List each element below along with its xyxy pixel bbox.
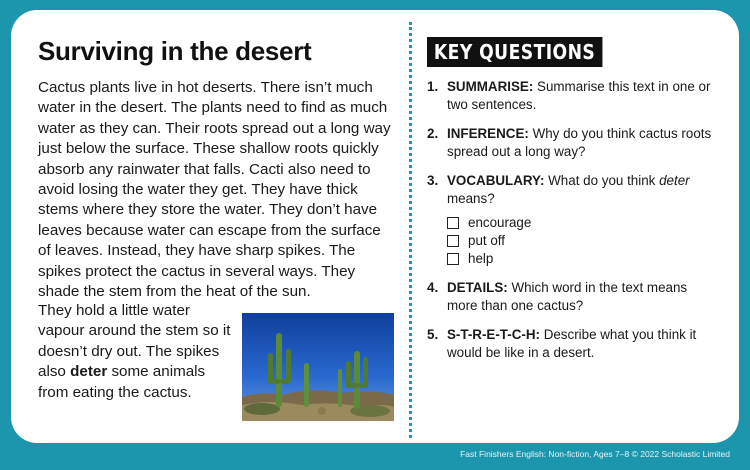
question-text-end: means? — [447, 191, 495, 206]
question-number: 1. — [427, 79, 439, 94]
wrap-text-part2: some animals from eating the cactus. — [38, 363, 206, 401]
question-number: 3. — [427, 173, 439, 188]
page-title: Surviving in the desert — [38, 36, 312, 66]
key-questions-heading: KEY QUESTIONS — [427, 37, 602, 67]
article-paragraph: Cactus plants live in hot deserts. There isn’t much water in the desert. The plants need to find as much water as they can. Their roots spread out a long way just below the surface. These shallow roots quickly absorb any rainwater that falls. Cacti also need to avoid losing the water they get. They have thick stems where they store the water. They don’t have leaves because water can escape from the surface of leaves. Instead, they have sharp spikes. The spikes protect the cactus in several ways. They shade the stem from the heat of the sun. — [38, 79, 391, 301]
option-label: put off — [468, 233, 505, 248]
question-keyword: SUMMARISE: — [447, 79, 534, 94]
copyright-footer: Fast Finishers English: Non-fiction, Ages 7–8 © 2022 Scholastic Limited — [460, 449, 730, 459]
question-3 — [427, 172, 717, 268]
question-keyword: INFERENCE: — [447, 126, 529, 141]
question-text: Why do you think cactus roots spread out a long way? — [447, 126, 712, 159]
cactus-desert-photo — [242, 313, 394, 421]
keyword-deter: deter — [70, 363, 108, 381]
wrap-text-part1: They hold a little water vapour around the stem so it doesn’t dry out. The spikes also — [38, 302, 231, 381]
question-number: 2. — [427, 126, 439, 141]
article-wrap-text — [38, 301, 238, 403]
answer-options — [447, 214, 717, 268]
question-text: Summarise this text in one or two sentences. — [447, 79, 711, 112]
question-italic-word: deter — [659, 173, 690, 188]
option-label: help — [468, 251, 494, 266]
question-1 — [427, 78, 717, 114]
question-number: 4. — [427, 280, 439, 295]
question-5 — [427, 326, 717, 362]
question-2 — [427, 125, 717, 161]
questions-list — [427, 78, 717, 373]
option-help[interactable] — [447, 250, 717, 268]
question-keyword: S-T-R-E-T-C-H: — [447, 327, 540, 342]
option-encourage[interactable] — [447, 214, 717, 232]
dotted-divider — [409, 22, 412, 438]
question-number: 5. — [427, 327, 439, 342]
question-keyword: VOCABULARY: — [447, 173, 545, 188]
question-text: What do you think — [544, 173, 660, 188]
option-label: encourage — [468, 215, 532, 230]
question-4 — [427, 279, 717, 315]
checkbox-icon[interactable] — [447, 235, 459, 247]
question-keyword: DETAILS: — [447, 280, 508, 295]
question-text: Which word in the text means more than one cactus? — [447, 280, 688, 313]
question-text: Describe what you think it would be like in a desert. — [447, 327, 697, 360]
option-put-off[interactable] — [447, 232, 717, 250]
checkbox-icon[interactable] — [447, 253, 459, 265]
article-body — [38, 78, 394, 302]
checkbox-icon[interactable] — [447, 217, 459, 229]
